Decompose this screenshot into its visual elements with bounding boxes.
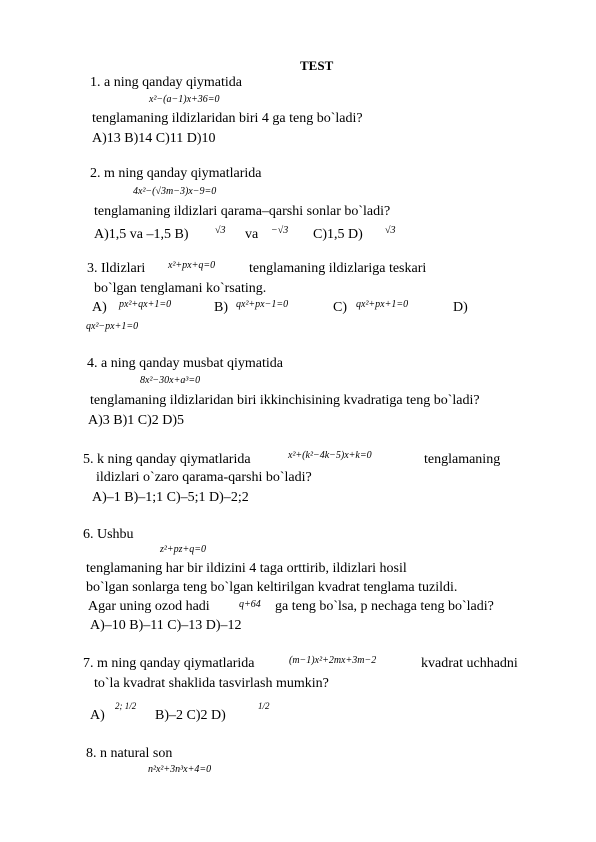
question-4-text: 4. a ning qanday musbat qiymatida <box>87 356 283 371</box>
question-2-answer-a: A)1,5 va –1,5 B) <box>94 227 189 242</box>
question-5-prompt: ildizlari o`zaro qarama-qarshi bo`ladi? <box>96 470 312 485</box>
question-6-line-4-formula: q+64 <box>239 599 261 610</box>
question-6-line-3: bo`lgan sonlarga teng bo`lgan keltirilgan kvadrat tenglama tuzildi. <box>86 580 458 595</box>
question-7-rest: kvadrat uchhadni <box>421 656 518 671</box>
question-7-answer-a-label: A) <box>90 708 105 723</box>
question-3-prompt: bo`lgan tenglamani ko`rsating. <box>94 281 267 296</box>
question-2-text: 2. m ning qanday qiymatlarida <box>90 166 262 181</box>
question-2-answer-b-root: √3 <box>215 225 226 236</box>
question-3-answer-a-formula: px²+qx+1=0 <box>119 299 172 310</box>
question-3-formula: x²+px+q=0 <box>168 260 216 271</box>
question-7-answers-rest: B)–2 C)2 D) <box>155 708 226 723</box>
question-4-prompt: tenglamaning ildizlaridan biri ikkinchisining kvadratiga teng bo`ladi? <box>90 393 480 408</box>
question-7-intro: 7. m ning qanday qiymatlarida <box>83 656 255 671</box>
question-3-answer-b-label: B) <box>214 300 228 315</box>
question-3-answer-d-label: D) <box>453 300 468 315</box>
question-6-text: 6. Ushbu <box>83 527 134 542</box>
question-2-answer-c: C)1,5 D) <box>313 227 363 242</box>
question-3-answer-c-label: C) <box>333 300 347 315</box>
question-5-answers: A)–1 B)–1;1 C)–5;1 D)–2;2 <box>92 490 249 505</box>
question-7-prompt: to`la kvadrat shaklida tasvirlash mumkin? <box>94 676 329 691</box>
question-2-prompt: tenglamaning ildizlari qarama–qarshi sonlar bo`ladi? <box>94 204 391 219</box>
question-2-answer-va: va <box>245 227 259 242</box>
question-1-text: 1. a ning qanday qiymatida <box>90 75 243 90</box>
question-1-answers: A)13 B)14 C)11 D)10 <box>92 131 216 146</box>
question-3-answer-d-formula: qx²−px+1=0 <box>86 321 139 332</box>
test-title: TEST <box>300 58 334 73</box>
question-4-answers: A)3 B)1 C)2 D)5 <box>88 413 185 428</box>
question-8-formula: n²x²+3n³x+4=0 <box>148 764 212 775</box>
question-2-answer-b-neg: −√3 <box>271 225 289 236</box>
question-2-formula: 4x²−(√3m−3)x−9=0 <box>133 186 217 197</box>
question-7-formula: (m−1)x²+2mx+3m−2 <box>289 655 377 666</box>
question-2-answer-d-root: √3 <box>385 225 396 236</box>
question-3-answer-b-formula: qx²+px−1=0 <box>236 299 289 310</box>
question-6-formula: z²+pz+q=0 <box>160 544 207 555</box>
question-4-formula: 8x²−30x+a³=0 <box>140 375 201 386</box>
question-6-answers: A)–10 B)–11 C)–13 D)–12 <box>90 618 242 633</box>
question-5-rest: tenglamaning <box>424 452 501 467</box>
question-3-intro: 3. Ildizlari <box>87 261 146 276</box>
question-5-formula: x²+(k²−4k−5)x+k=0 <box>288 450 372 461</box>
question-5-intro: 5. k ning qanday qiymatlarida <box>83 452 251 467</box>
question-3-answer-a-label: A) <box>92 300 107 315</box>
question-3-rest: tenglamaning ildizlariga teskari <box>249 261 427 276</box>
question-1-formula: x²−(a−1)x+36=0 <box>149 94 220 105</box>
question-7-answer-a-formula: 2; 1/2 <box>115 701 137 711</box>
question-1-prompt: tenglamaning ildizlaridan biri 4 ga teng bo`ladi? <box>92 111 363 126</box>
question-6-line-4-start: Agar uning ozod hadi <box>88 599 210 614</box>
question-7-answer-d-formula: 1/2 <box>258 701 270 711</box>
question-8-text: 8. n natural son <box>86 746 173 761</box>
question-3-answer-c-formula: qx²+px+1=0 <box>356 299 409 310</box>
question-6-line-2: tenglamaning har bir ildizini 4 taga orttirib, ildizlari hosil <box>86 561 407 576</box>
question-6-line-4-end: ga teng bo`lsa, p nechaga teng bo`ladi? <box>275 599 494 614</box>
